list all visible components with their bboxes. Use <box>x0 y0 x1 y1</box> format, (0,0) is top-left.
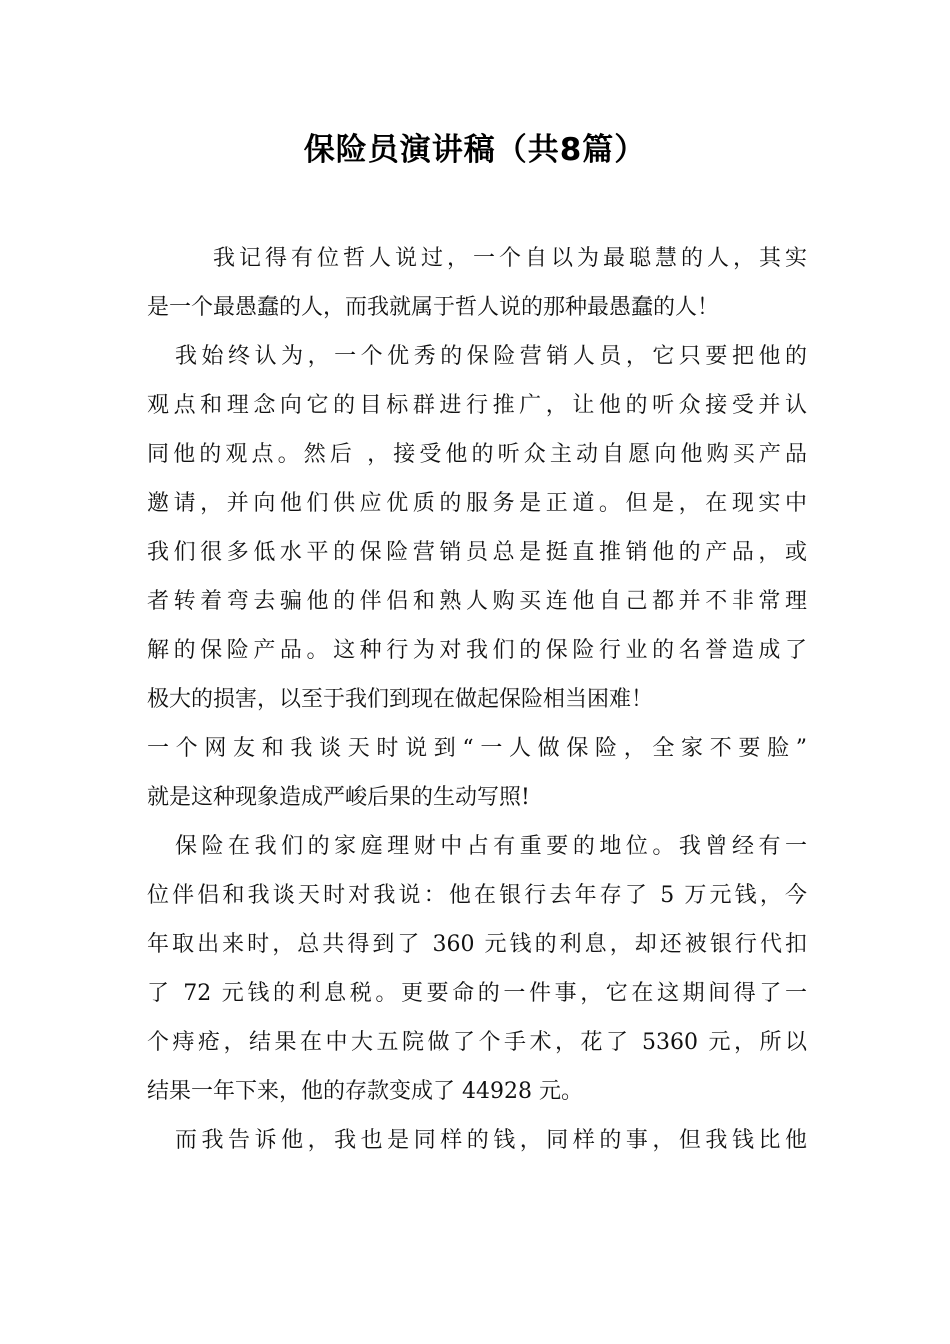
paragraph-line: 邀请，并向他们供应优质的服务是正道。但是，在现实中 <box>147 491 807 516</box>
paragraph-line: 同他的观点。然后 ，接受他的听众主动自愿向他购买产品 <box>147 442 807 467</box>
paragraph-line: 了 72 元钱的利息税。更要命的一件事，它在这期间得了一 <box>147 981 807 1006</box>
document-body <box>147 234 807 1165</box>
paragraph-line: 保险在我们的家庭理财中占有重要的地位。我曾经有一 <box>175 834 807 859</box>
paragraph-line: 我记得有位哲人说过，一个自以为最聪慧的人，其实 <box>213 246 807 271</box>
paragraph-line: 解的保险产品。这种行为对我们的保险行业的名誉造成了 <box>147 638 807 663</box>
paragraph-line: 个痔疮，结果在中大五院做了个手术，花了 5360 元，所以 <box>147 1030 807 1055</box>
paragraph-line: 我始终认为，一个优秀的保险营销人员，它只要把他的 <box>175 344 807 369</box>
paragraph-line: 而我告诉他，我也是同样的钱，同样的事，但我钱比他 <box>175 1128 807 1153</box>
paragraph-line: 就是这种现象造成严峻后果的生动写照! <box>147 785 530 810</box>
paragraph-line: 者转着弯去骗他的伴侣和熟人购买连他自己都并不非常理 <box>147 589 807 614</box>
paragraph-line: 结果一年下来，他的存款变成了 44928 元。 <box>147 1079 583 1104</box>
paragraph-line: 观点和理念向它的目标群进行推广，让他的听众接受并认 <box>147 393 807 418</box>
document-title: 保险员演讲稿（共8篇） <box>303 132 647 168</box>
paragraph-line: 我们很多低水平的保险营销员总是挺直推销他的产品，或 <box>147 540 807 565</box>
paragraph-line: 年取出来时，总共得到了 360 元钱的利息，却还被银行代扣 <box>147 932 807 957</box>
paragraph-line: 是一个最愚蠢的人，而我就属于哲人说的那种最愚蠢的人！ <box>147 295 720 320</box>
paragraph-line: 位伴侣和我谈天时对我说：他在银行去年存了 5 万元钱，今 <box>147 883 807 908</box>
paragraph-line: 一个网友和我谈天时说到“一人做保险，全家不要脸” <box>147 736 807 761</box>
paragraph-line: 极大的损害，以至于我们到现在做起保险相当困难！ <box>147 687 654 712</box>
